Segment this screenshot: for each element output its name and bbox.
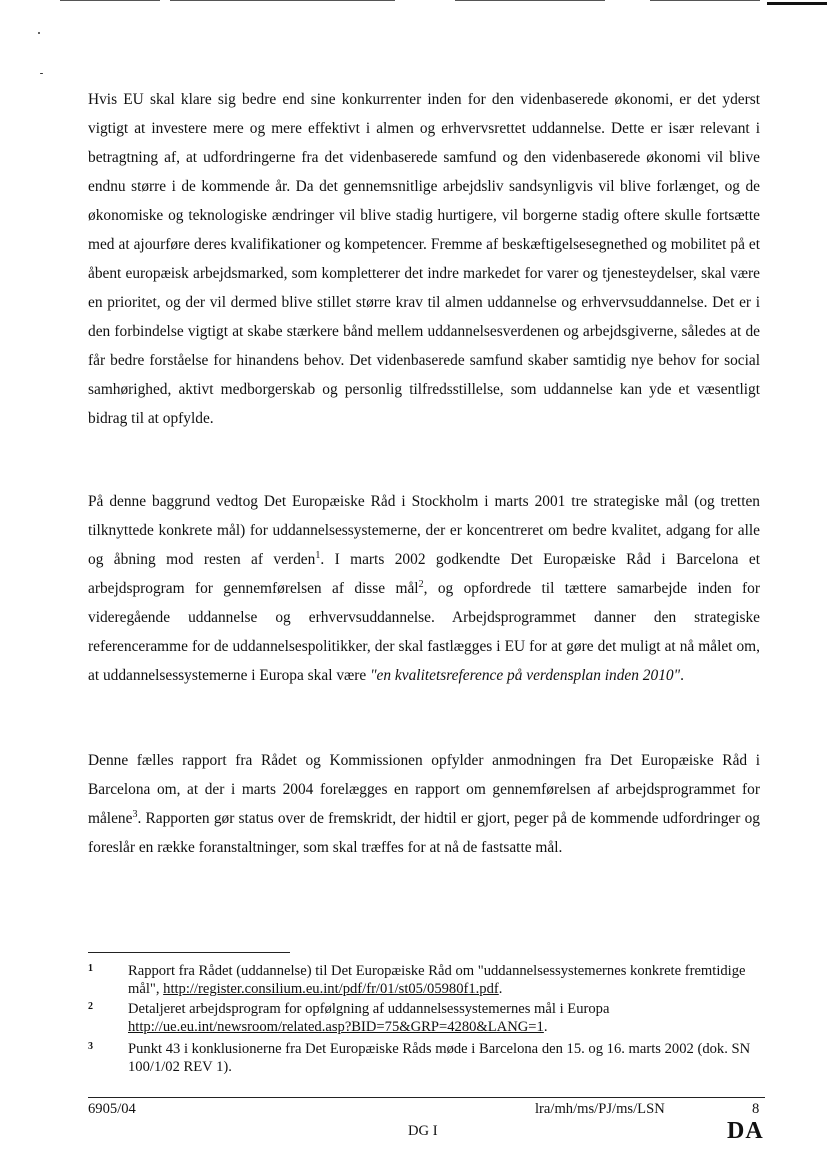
text-run: . I marts 2002 godkendte Det Europæiske Råd i Barcelona et arbejdsprogram for gennemførelsen af disse mål [88,551,760,597]
text-run: . [680,667,684,684]
scan-speck [38,32,40,34]
text-run: , og opfordrede til tættere samarbejde inden for videregående uddannelse og erhvervsuddannelse. Arbejdsprogrammet danner den strategiske referenceramme for de uddannelsespolitikker, der skal fastlægges i EU for at gøre det muligt at nå målet om, at uddannelsessystemerne i Europa skal være [88,580,760,684]
footnote-body: Detaljeret arbejdsprogram for opfølgning af uddannelsessystemernes mål i Europa [128,1001,610,1017]
body-paragraph-2 [88,487,760,690]
footnote-end: . [498,981,503,997]
footnote-ref-3[interactable]: 3 [132,808,138,820]
directorate-general: DG I [408,1123,438,1139]
footnote-number: 1 [88,963,93,974]
scan-line [170,0,395,1]
footnote-ref-2[interactable]: 2 [418,578,424,590]
italic-quote: "en kvalitetsreference på verdensplan inden 2010" [370,667,681,684]
document-number: 6905/04 [88,1101,136,1117]
body-paragraph-3 [88,746,760,862]
footnote-text [128,1000,758,1036]
text-run: . Rapporten gør status over de fremskridt, der hidtil er gjort, peger på de kommende udfordringer og foreslår en række foranstaltninger, som skal træffes for at nå de fastsatte mål. [88,810,760,856]
language-code: DA [727,1118,764,1144]
scan-speck [40,73,43,74]
footnote-ref-1[interactable]: 1 [315,549,321,561]
footnote-end: . [543,1019,548,1035]
footnote-number: 2 [88,1001,93,1012]
footnote-text [128,1040,758,1076]
scan-line [455,0,605,1]
author-initials: lra/mh/ms/PJ/ms/LSN [535,1101,665,1117]
footnote-separator [88,952,290,953]
footnote-number: 3 [88,1041,93,1052]
footnote-link[interactable]: http://ue.eu.int/newsroom/related.asp?BID=75&GRP=4280&LANG=1 [128,1019,544,1035]
footnote-text [128,962,758,998]
scan-edge [0,0,827,6]
text-run: På denne baggrund vedtog Det Europæiske Råd i Stockholm i marts 2001 tre strategiske mål (og tretten tilknyttede konkrete mål) for uddannelsessystemerne, der er koncentreret om bedre kvalitet, adgang for alle og åbning mod resten af verden [88,493,760,568]
body-paragraph-1: Hvis EU skal klare sig bedre end sine konkurrenter inden for den videnbaserede økonomi, er det yderst vigtigt at investere mere og mere effektivt i almen og erhvervsrettet uddannelse. Dette er især relevant i betragtning af, at udfordringerne fra det videnbaserede samfund og den videnbaserede økonomi vil blive endnu større i de kommende år. Da det gennemsnitlige arbejdsliv sandsynligvis vil blive forlænget, og de økonomiske og teknologiske ændringer vil blive stadig hurtigere, vil borgerne stadig oftere skulle fortsætte med at ajourføre deres kvalifikationer og kompetencer. Fremme af beskæftigelsesegnethed og mobilitet på et åbent europæisk arbejdsmarked, som kompletterer det indre markedet for varer og tjenesteydelser, skal være en prioritet, og der vil dermed blive stillet større krav til almen uddannelse og erhvervsuddannelse. Det er i den forbindelse vigtigt at skabe stærkere bånd mellem uddannelsesverdenen og arbejdsgiverne, således at de får bedre forståelse for hinandens behov. Det videnbaserede samfund skaber samtidig nye behov for social samhørighed, aktivt medborgerskab og personlig tilfredsstillelse, som uddannelse kan yde et væsentligt bidrag til at opfylde. [88,91,760,427]
page-number: 8 [752,1101,760,1117]
footer-rule [88,1097,765,1098]
scan-line [650,0,760,1]
footnote-body: Punkt 43 i konklusionerne fra Det Europæiske Råds møde i Barcelona den 15. og 16. marts 2002 (dok. SN 100/1/02 REV 1). [128,1041,751,1075]
scan-line [60,0,160,1]
scan-mark [767,2,827,5]
text-run: Denne fælles rapport fra Rådet og Kommissionen opfylder anmodningen fra Det Europæiske Råd i Barcelona om, at der i marts 2004 forelægges en rapport om gennemførelsen af arbejdsprogrammet for målene [88,752,760,827]
footnote-body: Rapport fra Rådet (uddannelse) til Det Europæiske Råd om "uddannelsessystemernes konkrete fremtidige mål", [128,963,746,997]
footnote-link[interactable]: http://register.consilium.eu.int/pdf/fr/01/st05/05980f1.pdf [163,981,499,997]
